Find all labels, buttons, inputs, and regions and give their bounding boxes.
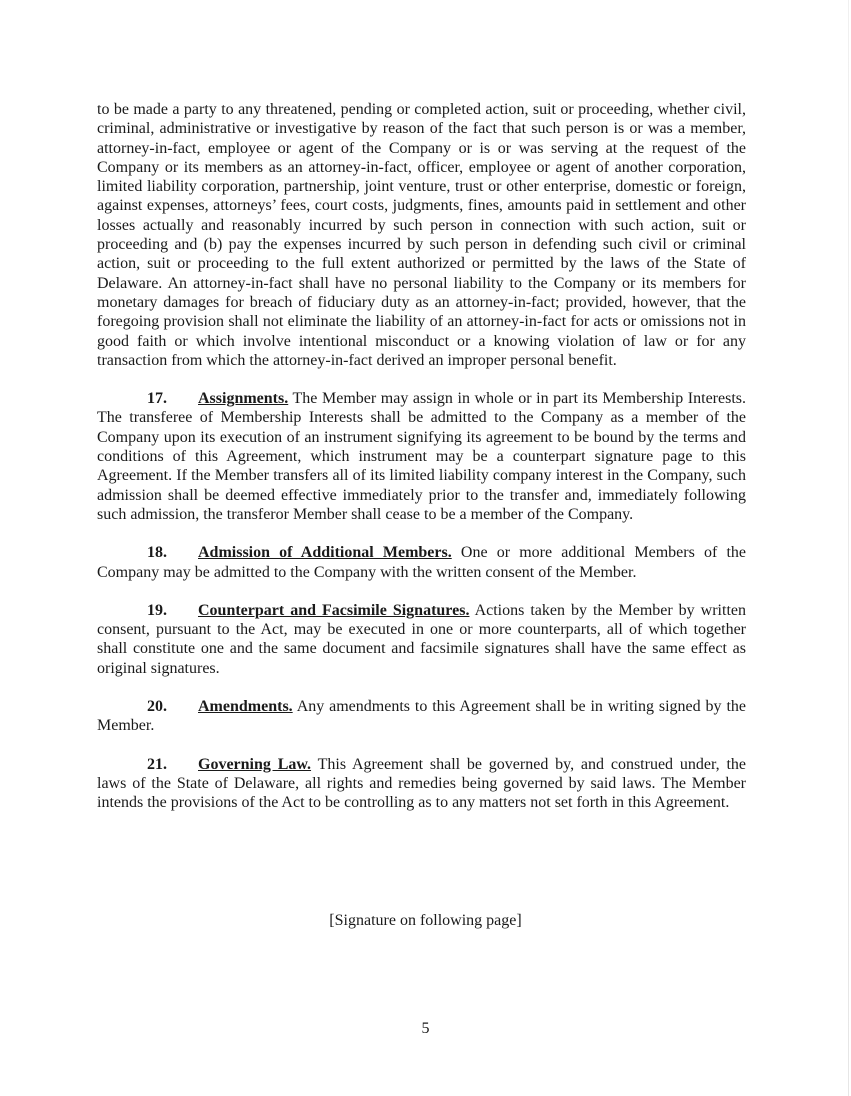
section-heading: Assignments. [198,390,289,408]
section-heading: Counterpart and Facsimile Signatures. [198,601,470,619]
page-number: 5 [421,1020,430,1037]
section-number: 21. [147,755,167,773]
section-text: The Member may assign in whole or in part its Membership Interests. The transferee of Membership Interests shall be admitted to the Company as a member of the Company upon its execution of an instrument signifying its agreement to be bound by the terms and conditions of this Agreement, which instrument may be a counterpart signature page to this Agreement. If the Member transfers all of its limited liability company interest in the Company, such admission shall be deemed effective immediately prior to the transfer and, immediately following such admission, the transferor Member shall cease to be a member of the Company. [97,390,746,523]
page-edge-divider [848,0,849,1096]
signature-note: [Signature on following page] [329,912,522,929]
section-text: Any amendments to this Agreement shall be in writing signed by the Member. [97,698,746,735]
section-text: One or more additional Members of the Company may be admitted to the Company with the written consent of the Member. [97,544,747,581]
page-body [97,100,746,813]
section-heading: Amendments. [198,698,293,716]
continuation-paragraph: to be made a party to any threatened, pending or completed action, suit or proceeding, whether civil, criminal, administrative or investigative by reason of the fact that such person is or was a member, attorney-in-fact, employee or agent of the Company or is or was serving at the request of the Company or its members as an attorney-in-fact, officer, employee or agent of another corporation, limited liability corporation, partnership, joint venture, trust or other enterprise, domestic or foreign, against expenses, attorneys’ fees, court costs, judgments, fines, amounts paid in settlement and other losses actually and reasonably incurred by such person in connection with such action, suit or proceeding and (b) pay the expenses incurred by such person in defending such civil or criminal action, suit or proceeding to the full extent authorized or permitted by the laws of the State of Delaware. An attorney-in-fact shall have no personal liability to the Company or its members for monetary damages for breach of fiduciary duty as an attorney-in-fact; provided, however, that the foregoing provision shall not eliminate the liability of an attorney-in-fact for acts or omissions not in good faith or which involve intentional misconduct or a knowing violation of law or for any transaction from which the attorney-in-fact derived an improper personal benefit. [97,101,746,369]
section-number: 19. [147,601,167,619]
section-19 [97,601,746,678]
section-number: 18. [147,544,167,562]
section-heading: Governing Law. [198,755,312,773]
section-text: This Agreement shall be governed by, and construed under, the laws of the State of Delaware, all rights and remedies being governed by said laws. The Member intends the provisions of the Act to be controlling as to any matters not set forth in this Agreement. [97,755,747,812]
section-21 [97,755,746,813]
section-number: 20. [147,698,167,716]
section-number: 17. [147,390,167,408]
section-18 [97,543,746,582]
section-text: Actions taken by the Member by written consent, pursuant to the Act, may be executed in one or more counterparts, all of which together shall constitute one and the same document and facsimile signatures shall have the same effect as original signatures. [97,601,746,677]
section-20 [97,697,746,736]
section-heading: Admission of Additional Members. [198,544,452,562]
section-17 [97,389,746,524]
